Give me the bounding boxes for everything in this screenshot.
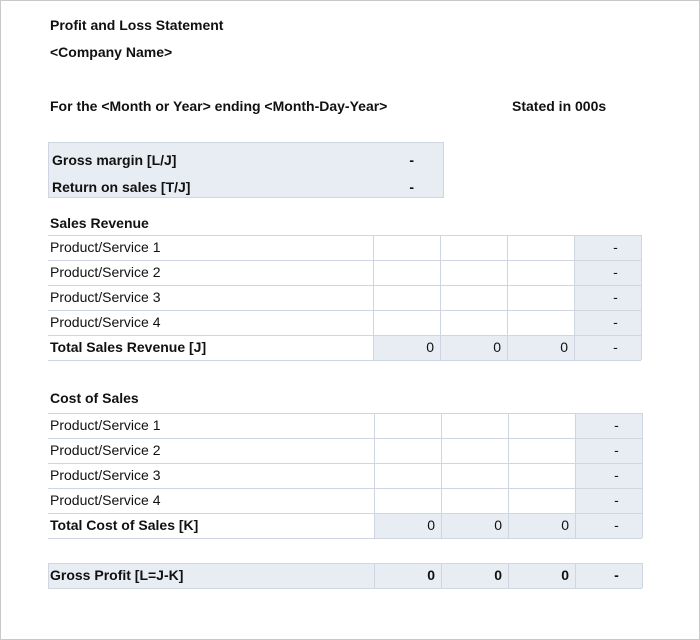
sales-row-dash: -: [613, 239, 618, 255]
sales-row-dash: -: [613, 264, 618, 280]
cost-row-dash: -: [614, 417, 619, 433]
company-name: <Company Name>: [50, 44, 173, 60]
cost-row-label: Product/Service 1: [50, 417, 161, 433]
stated-units: Stated in 000s: [512, 98, 607, 114]
gross-margin-value: -: [409, 152, 414, 168]
sales-row-label: Product/Service 1: [50, 239, 161, 255]
sales-total-value: 0: [493, 339, 501, 355]
gross-profit-label: Gross Profit [L=J-K]: [50, 567, 184, 583]
cost-total-end: -: [614, 517, 619, 533]
cost-total-value: 0: [494, 517, 502, 533]
sales-row-dash: -: [613, 289, 618, 305]
gross-profit-vline: [48, 563, 49, 588]
sales-row-label: Product/Service 2: [50, 264, 161, 280]
sales-grid-hline: [48, 360, 641, 361]
gross-margin-label: Gross margin [L/J]: [52, 152, 177, 168]
gross-profit-value: 0: [427, 567, 435, 583]
sales-revenue-heading: Sales Revenue: [50, 215, 149, 231]
cost-grid-hline: [48, 538, 642, 539]
cost-row-label: Product/Service 2: [50, 442, 161, 458]
return-on-sales-label: Return on sales [T/J]: [52, 179, 191, 195]
cost-row-dash: -: [614, 442, 619, 458]
gross-profit-end: -: [614, 567, 619, 583]
cost-row-dash: -: [614, 467, 619, 483]
sales-row-label: Product/Service 3: [50, 289, 161, 305]
cost-total-value: 0: [561, 517, 569, 533]
period-line: For the <Month or Year> ending <Month-Day-Year>: [50, 98, 388, 114]
return-on-sales-value: -: [409, 179, 414, 195]
cost-total-value: 0: [427, 517, 435, 533]
gross-profit-value: 0: [561, 567, 569, 583]
cost-grid-vline: [642, 413, 643, 538]
cost-total-label: Total Cost of Sales [K]: [50, 517, 199, 533]
cost-row-dash: -: [614, 492, 619, 508]
gross-profit-bottom-line: [48, 588, 642, 589]
cost-of-sales-heading: Cost of Sales: [50, 390, 139, 406]
sales-total-end: -: [613, 339, 618, 355]
sales-total-value: 0: [560, 339, 568, 355]
statement-title: Profit and Loss Statement: [50, 17, 224, 33]
gross-profit-value: 0: [494, 567, 502, 583]
gross-profit-vline: [642, 563, 643, 588]
sales-total-value: 0: [426, 339, 434, 355]
sales-total-label: Total Sales Revenue [J]: [50, 339, 207, 355]
cost-row-label: Product/Service 3: [50, 467, 161, 483]
sales-grid-vline: [641, 235, 642, 360]
cost-row-label: Product/Service 4: [50, 492, 161, 508]
sales-row-dash: -: [613, 314, 618, 330]
sales-row-label: Product/Service 4: [50, 314, 161, 330]
